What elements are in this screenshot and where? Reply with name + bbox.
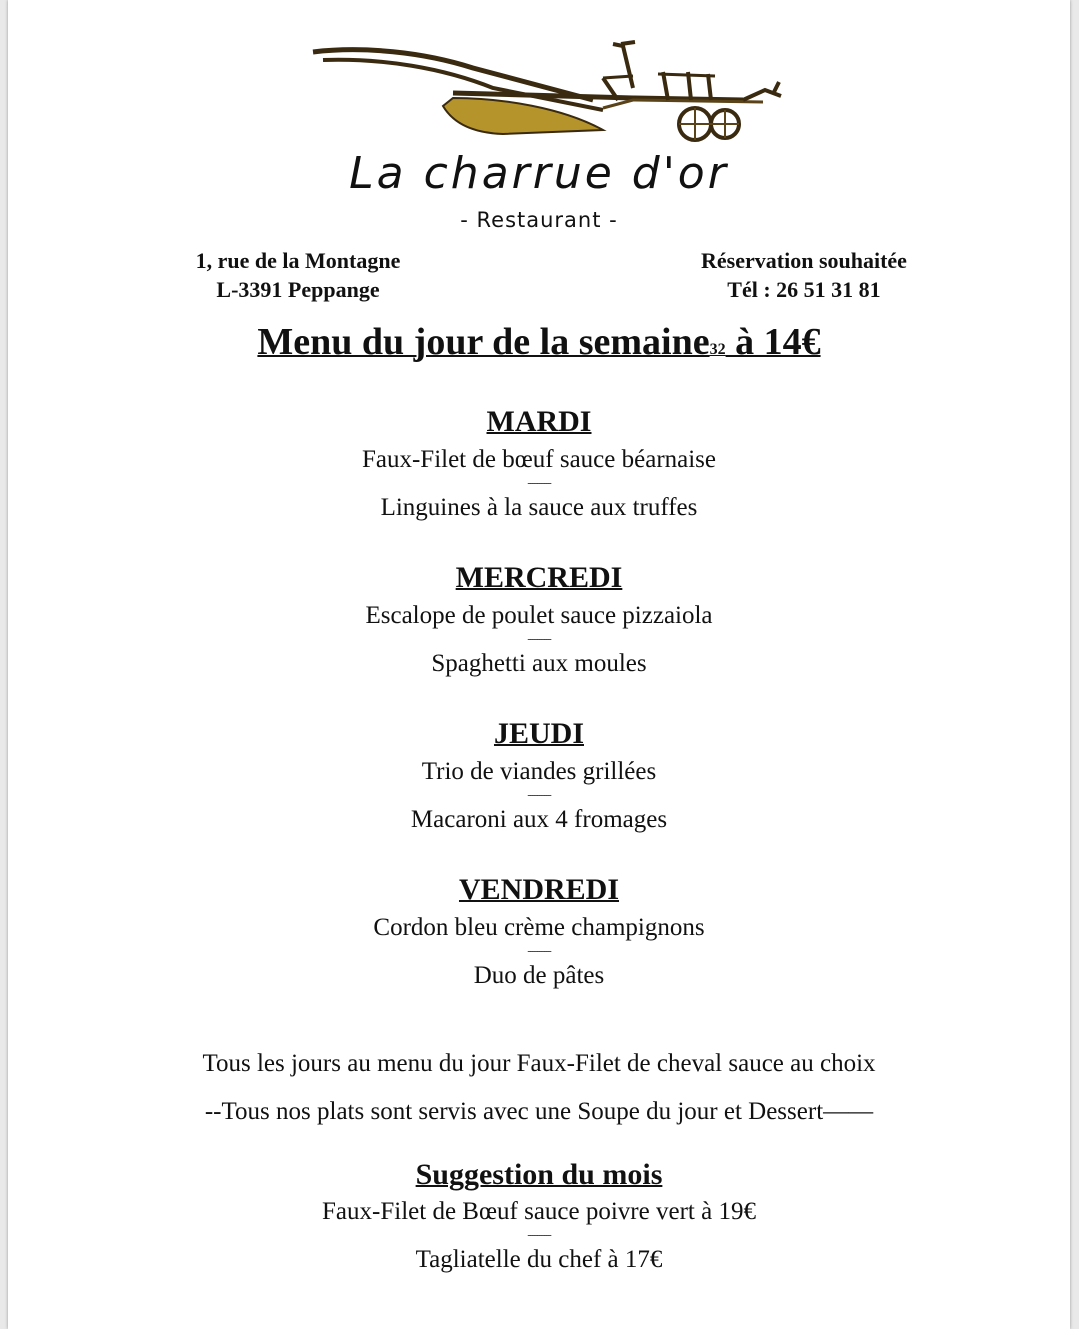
reservation-line-1: Réservation souhaitée [701,248,907,273]
dish-separator: ---------- [527,1230,551,1241]
menu-title-week: 32 [709,341,726,358]
reservation-block [673,246,935,304]
day-section [8,556,1070,712]
dish-separator: ---------- [527,478,551,489]
menu-content [8,400,1070,1272]
dish-separator: ---------- [527,790,551,801]
dish-item: Trio de viandes grillées [421,758,657,785]
suggestion-dish: Faux-Filet de Bœuf sauce poivre vert à 19€ [322,1198,756,1225]
restaurant-subtitle: - Restaurant - [460,208,618,232]
day-heading: JEUDI [493,717,584,750]
reservation-phone: Tél : 26 51 31 81 [727,277,881,302]
dish-separator: ---------- [527,946,551,957]
dish-item: Faux-Filet de bœuf sauce béarnaise [361,446,717,473]
address-block [168,246,428,304]
address-line-2: L-3391 Peppange [216,277,380,302]
day-section [8,400,1070,556]
day-section [8,868,1070,1024]
golden-plow-logo [303,38,793,148]
address-line-1: 1, rue de la Montagne [195,248,401,273]
daily-note: Tous les jours au menu du jour Faux-Filet de cheval sauce au choix [202,1050,876,1077]
day-heading: MARDI [486,405,592,438]
day-heading: VENDREDI [458,873,620,906]
suggestion-dish: Tagliatelle du chef à 17€ [415,1246,663,1273]
dish-separator: ---------- [527,634,551,645]
restaurant-name: La charrue d'or [349,148,729,199]
day-heading: MERCREDI [455,561,623,594]
dish-item: Duo de pâtes [473,962,605,989]
menu-title-main: Menu du jour de la semaine [257,321,710,363]
day-section [8,712,1070,868]
dish-item: Escalope de poulet sauce pizzaiola [365,602,713,629]
served-note: --Tous nos plats sont servis avec une Soupe du jour et Dessert—— [204,1098,874,1125]
dish-item: Cordon bleu crème champignons [373,914,705,941]
menu-title-price: à 14€ [725,321,821,363]
dish-item: Linguines à la sauce aux truffes [380,494,698,521]
suggestion-heading: Suggestion du mois [415,1158,663,1191]
menu-page [8,0,1070,1329]
menu-title [8,320,1070,364]
dish-item: Spaghetti aux moules [431,650,647,677]
dish-item: Macaroni aux 4 fromages [410,806,668,833]
